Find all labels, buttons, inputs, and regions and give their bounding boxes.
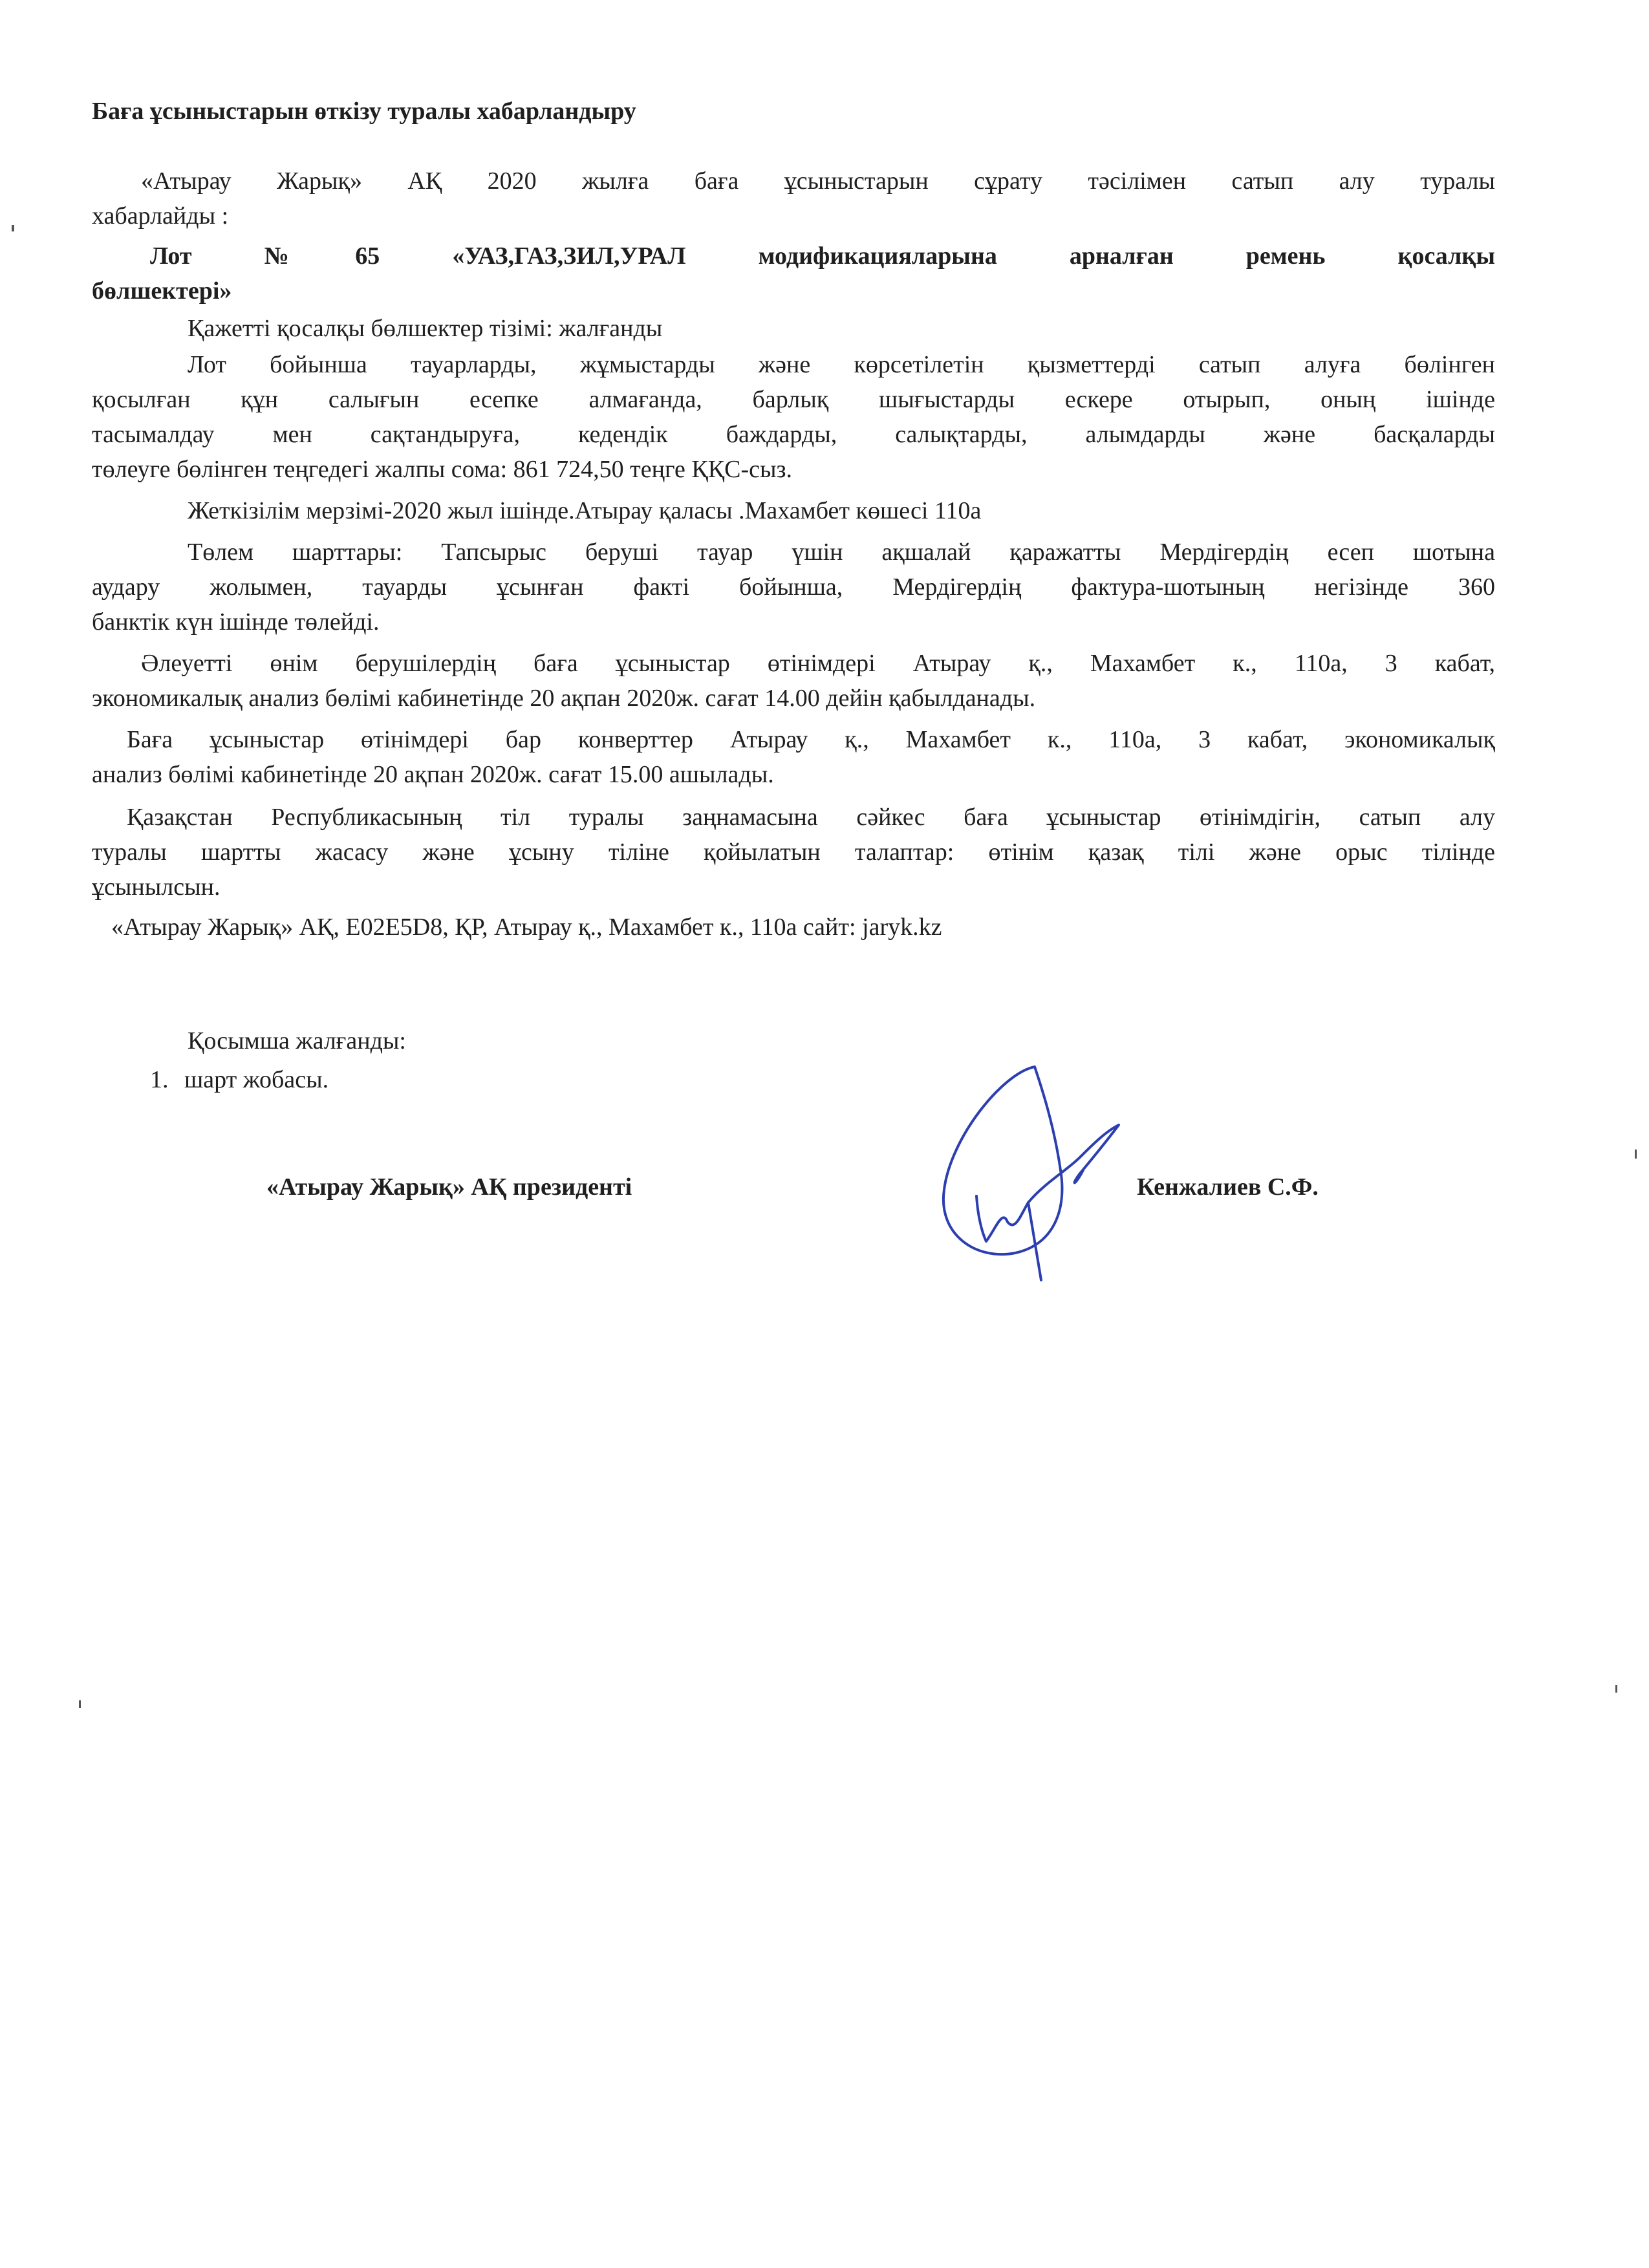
opening-line-1: Баға ұсыныстар өтінімдері бар конверттер Атырау қ., Махамбет к., 110а, 3 кабат, экономикалық — [127, 726, 1495, 753]
signatory-title: «Атырау Жарық» АҚ президенті — [266, 1173, 632, 1201]
parts-list-line: Қажетті қосалқы бөлшектер тізімі: жалғанды — [188, 315, 663, 342]
amount-line-3: тасымалдау мен сақтандыруға, кедендік баждарды, салықтарды, алымдарды және басқаларды — [92, 421, 1495, 448]
scan-speck — [79, 1700, 81, 1708]
payment-line-1: Төлем шарттары: Тапсырыс беруші тауар үшін ақшалай қаражатты Мердігердің есеп шотына — [188, 539, 1495, 566]
payment-line-3: банктік күн ішінде төлейді. — [92, 608, 380, 636]
amount-line-1: Лот бойынша тауарларды, жұмыстарды және көрсетілетін қызметтерді сатып алуға бөлінген — [188, 351, 1495, 378]
opening-line-2: анализ бөлімі кабинетінде 20 ақпан 2020ж. сағат 15.00 ашылады. — [92, 761, 774, 788]
amount-line-4: төлеуге бөлінген теңгедегі жалпы сома: 861 724,50 теңге ҚҚС-сыз. — [92, 456, 793, 483]
amount-line-2: қосылған құн салығын есепке алмағанда, барлық шығыстарды ескере отырып, оның ішінде — [92, 386, 1495, 413]
payment-line-2: аудару жолымен, тауарды ұсынған факті бойынша, Мердігердің фактура-шотының негізінде 360 — [92, 573, 1495, 601]
intro-line-1: «Атырау Жарық» АҚ 2020 жылға баға ұсыныстарын сұрату тәсілімен сатып алу туралы — [141, 167, 1495, 195]
delivery-line: Жеткізілім мерзімі-2020 жыл ішінде.Атырау қаласы .Махамбет көшесі 110а — [188, 497, 982, 524]
lot-title-line-1: Лот №65 «УАЗ,ГАЗ,ЗИЛ,УРАЛ модификацияларына арналған ремень қосалқы — [150, 242, 1495, 270]
language-line-2: туралы шартты жасасу және ұсыну тіліне қойылатын талаптар: өтінім қазақ тілі және орыс тілінде — [92, 839, 1495, 866]
submission-line-1: Әлеуетті өнім берушілердің баға ұсыныстар өтінімдері Атырау қ., Махамбет к., 110а, 3 кабат, — [141, 650, 1495, 677]
scan-speck — [12, 225, 14, 231]
lot-title-line-2: бөлшектері» — [92, 277, 232, 305]
scan-speck — [1615, 1685, 1617, 1693]
signatory-name: Кенжалиев С.Ф. — [1137, 1173, 1319, 1201]
submission-line-2: экономикалық анализ бөлімі кабинетінде 20 ақпан 2020ж. сағат 14.00 дейін қабылданады. — [92, 685, 1036, 712]
intro-line-2: хабарлайды : — [92, 202, 229, 230]
attachment-heading: Қосымша жалғанды: — [188, 1027, 406, 1054]
attachment-item: шарт жобасы. — [184, 1066, 329, 1093]
language-line-1: Қазақстан Республикасының тіл туралы заңнамасына сәйкес баға ұсыныстар өтінімдігін, сатып алу — [127, 804, 1495, 831]
signature-icon — [905, 1047, 1151, 1287]
attachment-number: 1. — [150, 1066, 169, 1093]
contacts-line: «Атырау Жарық» АҚ, Е02Е5D8, ҚР, Атырау қ., Махамбет к., 110а сайт: jaryk.kz — [111, 914, 942, 941]
language-line-3: ұсынылсын. — [92, 873, 221, 901]
document-title: Баға ұсыныстарын өткізу туралы хабарландыру — [92, 98, 636, 125]
scan-speck — [1635, 1150, 1637, 1159]
